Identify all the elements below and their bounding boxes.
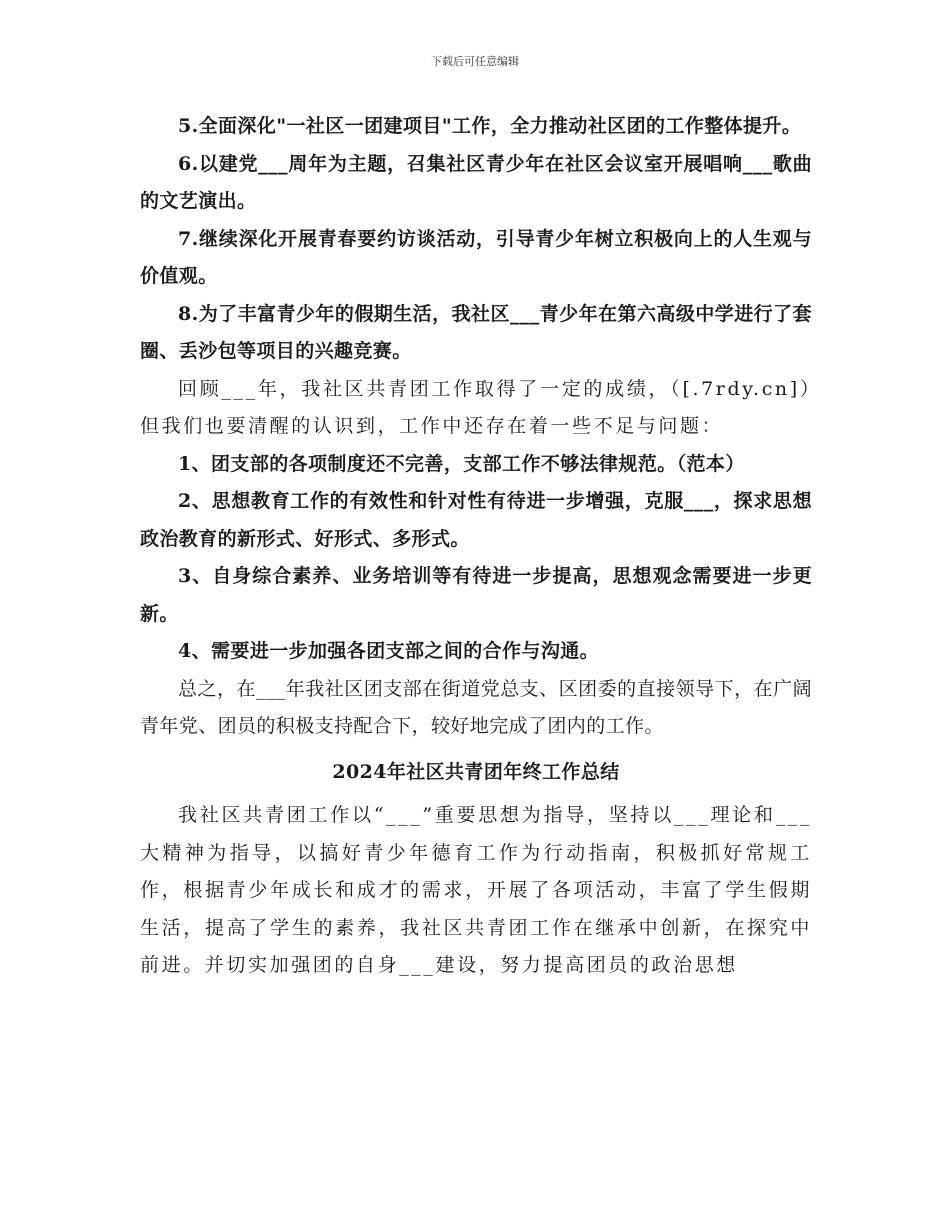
- problem-item-3: 3、自身综合素养、业务培训等有待进一步提高，思想观念需要进一步更新。: [140, 565, 812, 625]
- paragraph-conclusion: 总之，在___年我社区团支部在街道党总支、区团委的直接领导下，在广阔青年党、团员的积极支持配合下，较好地完成了团内的工作。: [140, 677, 812, 737]
- document-body: [140, 108, 812, 985]
- problem-item-1: 1、团支部的各项制度还不完善，支部工作不够法律规范。（范本）: [178, 452, 745, 475]
- page-header-note: 下载后可任意编辑: [431, 55, 519, 68]
- paragraph-item-5: 5.全面深化"一社区一团建项目"工作，全力推动社区团的工作整体提升。: [178, 115, 802, 137]
- paragraph-item-7: 7.继续深化开展青春要约访谈活动，引导青少年树立积极向上的人生观与价值观。: [140, 227, 812, 287]
- section-body: 我社区共青团工作以“___”重要思想为指导，坚持以___理论和___大精神为指导，以搞好青少年德育工作为行动指南，积极抓好常规工作，根据青少年成长和成才的需求，开展了各项活动，丰富了学生假期生活，提高了学生的素养，我社区共青团工作在继承中创新，在探究中前进。并切实加强团的自身___建设，努力提高团员的政治思想: [140, 804, 812, 976]
- paragraph-item-6: 6.以建党___周年为主题，召集社区青少年在社区会议室开展唱响___歌曲的文艺演出。: [140, 152, 812, 212]
- paragraph-review: 回顾___年，我社区共青团工作取得了一定的成绩，（[.7rdy.cn]）但我们也要清醒的认识到，工作中还存在着一些不足与问题：: [140, 377, 812, 437]
- section-title: 2024年社区共青团年终工作总结: [332, 760, 620, 783]
- problem-item-4: 4、需要进一步加强各团支部之间的合作与沟通。: [178, 640, 600, 662]
- paragraph-item-8: 8.为了丰富青少年的假期生活，我社区___青少年在第六高级中学进行了套圈、丢沙包等项目的兴趣竞赛。: [140, 302, 812, 362]
- problem-item-2: 2、思想教育工作的有效性和针对性有待进一步增强，克服___，探求思想政治教育的新形式、好形式、多形式。: [140, 490, 812, 550]
